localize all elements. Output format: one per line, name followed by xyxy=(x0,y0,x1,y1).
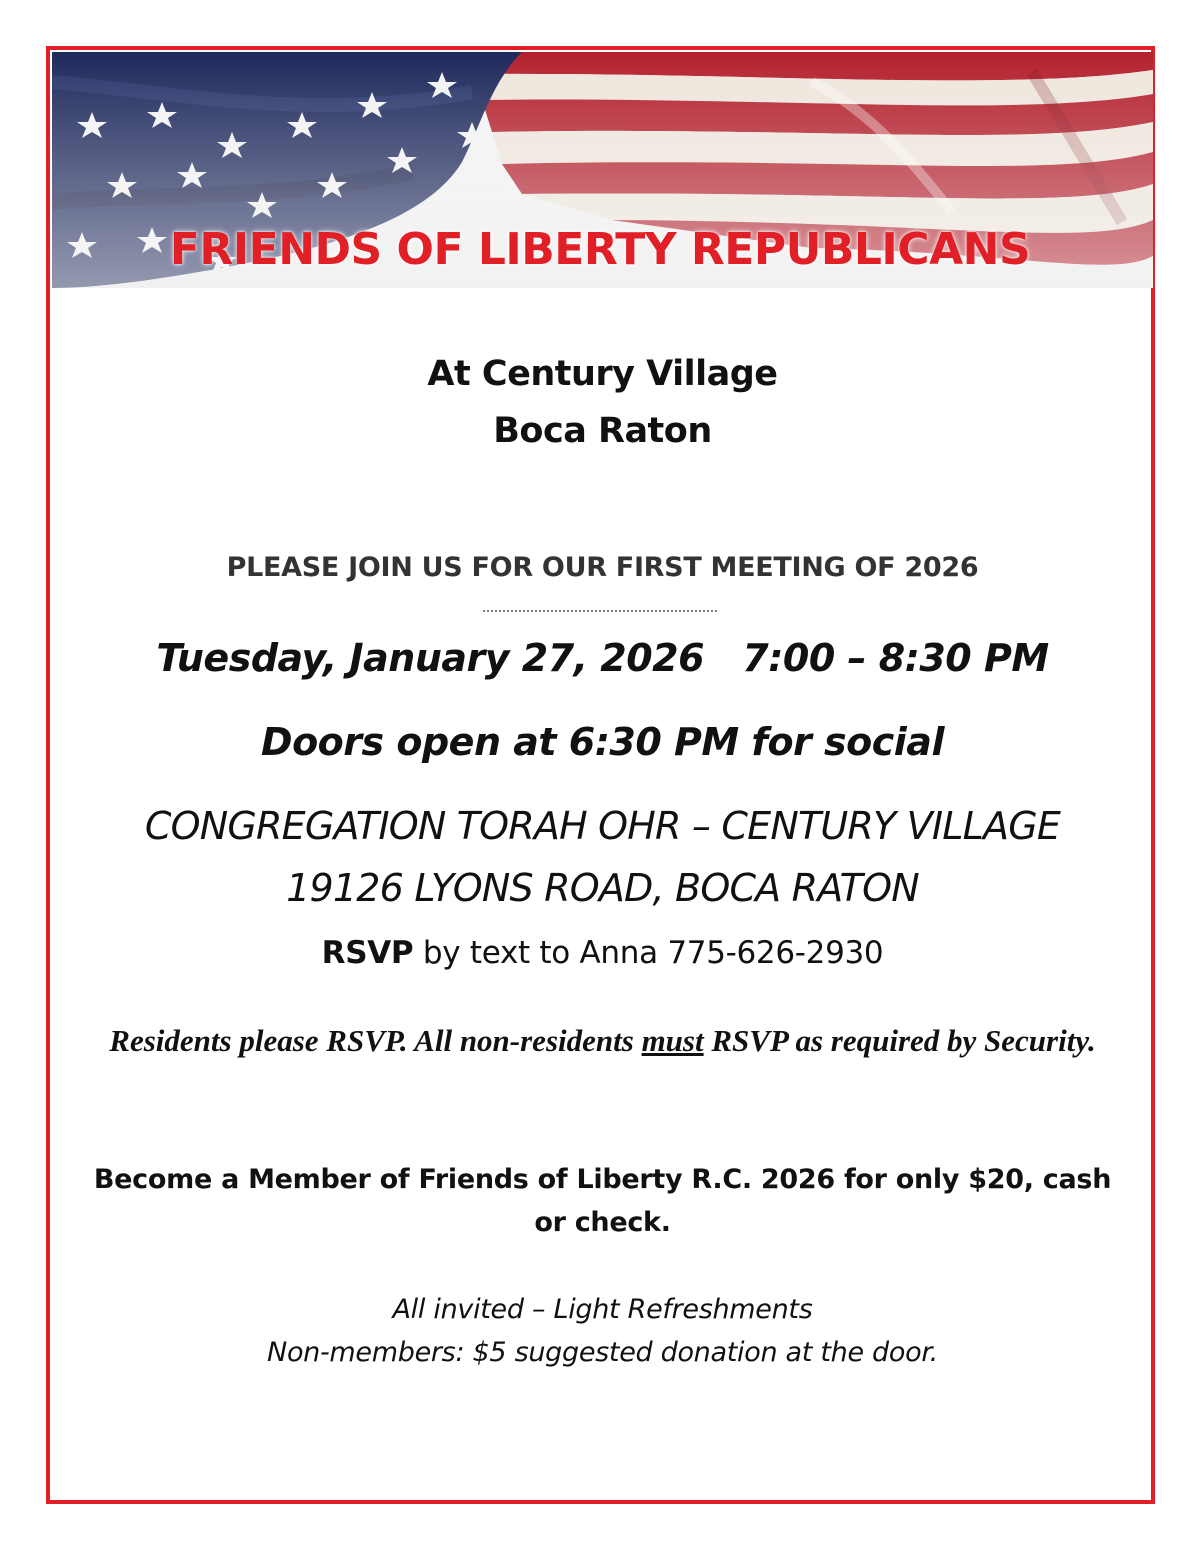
security-notice xyxy=(52,1020,1153,1062)
notice-emphasis: must xyxy=(641,1023,704,1058)
rsvp-line xyxy=(52,932,1153,974)
invite-heading: PLEASE JOIN US FOR OUR FIRST MEETING OF 2026 xyxy=(226,552,979,583)
rsvp-label: RSVP xyxy=(321,935,414,971)
location-line-2: Boca Raton xyxy=(493,411,712,451)
venue-line-2: 19126 LYONS ROAD, BOCA RATON xyxy=(286,866,919,910)
rsvp-text: by text to Anna 775-626-2930 xyxy=(413,935,884,971)
venue-line-1: CONGREGATION TORAH OHR – CENTURY VILLAGE xyxy=(144,804,1061,848)
notice-part2: RSVP as required by Security. xyxy=(703,1023,1096,1058)
event-datetime xyxy=(52,630,1153,686)
location-line-1: At Century Village xyxy=(427,354,778,394)
closing-line-1: All invited – Light Refreshments xyxy=(392,1294,813,1325)
membership-offer: Become a Member of Friends of Liberty R.C. 2026 for only $20, cash or check. xyxy=(93,1164,1112,1238)
event-datetime-text: Tuesday, January 27, 2026 7:00 – 8:30 PM xyxy=(156,636,1049,680)
doors-open: Doors open at 6:30 PM for social xyxy=(261,720,944,764)
banner-title: FRIENDS OF LIBERTY REPUBLICANS xyxy=(169,224,1031,275)
dotted-divider xyxy=(483,610,717,612)
closing-line-2: Non-members: $5 suggested donation at the door. xyxy=(267,1337,938,1368)
notice-part1: Residents please RSVP. All non-residents xyxy=(109,1023,642,1058)
